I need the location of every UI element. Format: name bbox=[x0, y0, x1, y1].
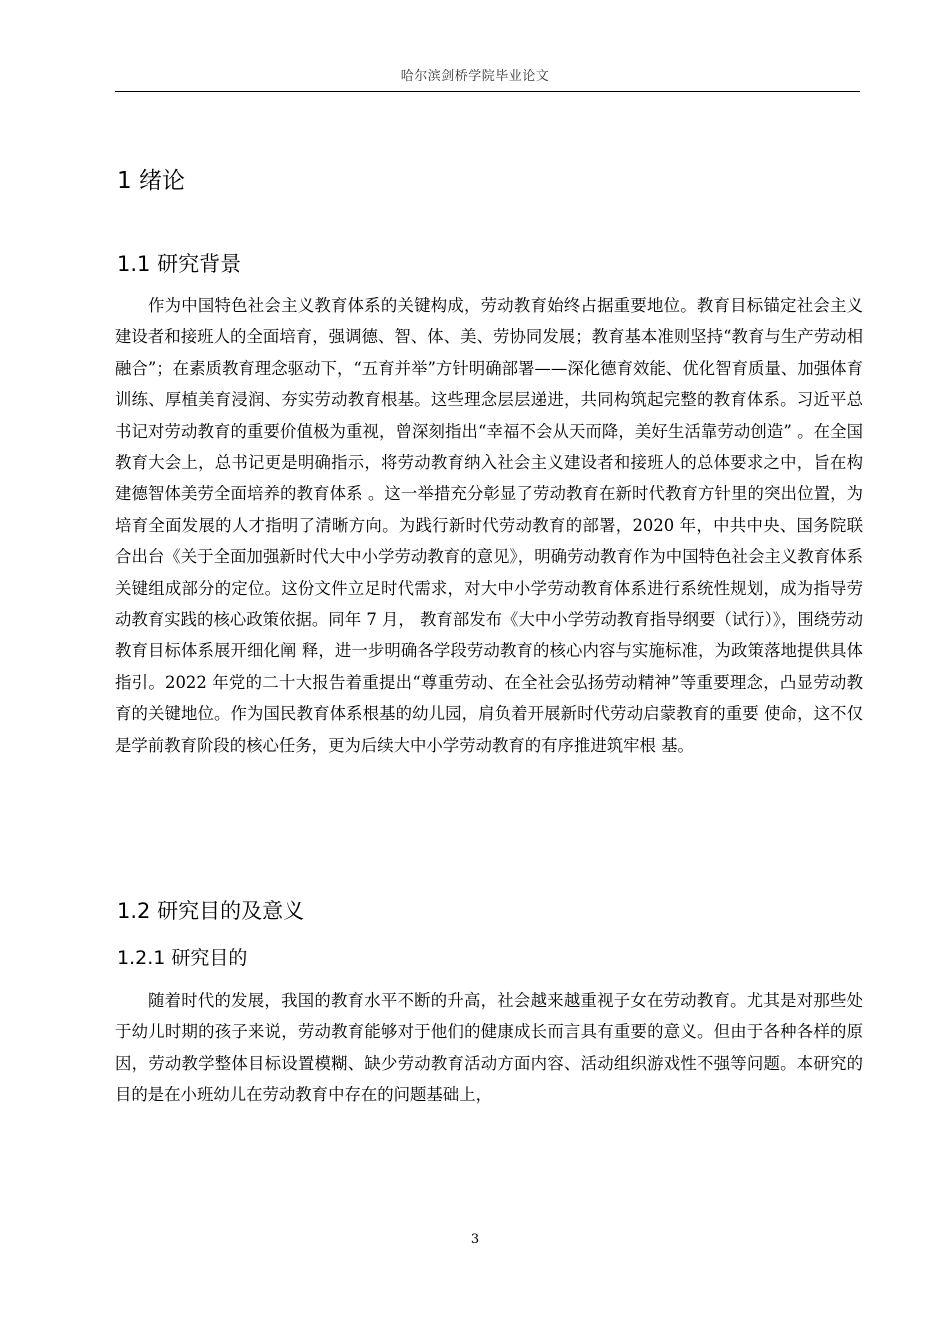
section-heading-1-2: 1.2 研究目的及意义 bbox=[117, 899, 305, 923]
header-title: 哈尔滨剑桥学院毕业论文 bbox=[400, 69, 550, 84]
section-heading-1-1: 1.1 研究背景 bbox=[117, 252, 242, 276]
chapter-heading: 1 绪论 bbox=[117, 168, 185, 194]
section-1-2-1-paragraph: 随着时代的发展，我国的教育水平不断的升高，社会越来越重视子女在劳动教育。尤其是对那些处于幼儿时期的孩子来说，劳动教育能够对于他们的健康成长而言具有重要的意义。但由于各种各样的原因，劳动教学整体目标设置模糊、缺少劳动教育活动方面内容、活动组织游戏性不强等问题。本研究的目的是在小班幼儿在劳动教育中存在的问题基础上， bbox=[115, 991, 863, 1105]
page-number: 3 bbox=[470, 1232, 480, 1247]
section-heading-1-2-1: 1.2.1 研究目的 bbox=[117, 947, 248, 969]
header-divider bbox=[115, 91, 860, 92]
section-1-1-paragraph: 作为中国特色社会主义教育体系的关键构成，劳动教育始终占据重要地位。教育目标锚定社会主义建设者和接班人的全面培育，强调德、智、体、美、劳协同发展；教育基本准则坚持“教育与生产劳动相融合”；在素质教育理念驱动下，“五育并举”方针明确部署——深化德育效能、优化智育质量、加强体育训练、厚植美育浸润、夯实劳动教育根基。这些理念层层递进，共同构筑起完整的教育体系。习近平总书记对劳动教育的重要价值极为重视，曾深刻指出“幸福不会从天而降，美好生活靠劳动创造” 。在全国教育大会上，总书记更是明确指示，将劳动教育纳入社会主义建设者和接班人的总体要求之中，旨在构建德智体美劳全面培养的教育体系 。这一举措充分彰显了劳动教育在新时代教育方针里的突出位置，为培育全面发展的人才指明了清晰方向。为践行新时代劳动教育的部署，2020 年，中共中央、国务院联合出台《关于全面加强新时代大中小学劳动教育的意见》，明确劳动教育作为中国特色社会主义教育体系关键组成部分的定位。这份文件立足时代需求，对大中小学劳动教育体系进行系统性规划，成为指导劳动教育实践的核心政策依据。同年 7 月， 教育部发布《大中小学劳动教育指导纲要（试行）》，围绕劳动教育目标体系展开细化阐 释，进一步明确各学段劳动教育的核心内容与实施标准，为政策落地提供具体指引。2022 年党的二十大报告着重提出“尊重劳动、在全社会弘扬劳动精神”等重要理念，凸显劳动教 育的关键地位。作为国民教育体系根基的幼儿园，肩负着开展新时代劳动启蒙教育的重要 使命，这不仅是学前教育阶段的核心任务，更为后续大中小学劳动教育的有序推进筑牢根 基。 bbox=[115, 296, 863, 755]
